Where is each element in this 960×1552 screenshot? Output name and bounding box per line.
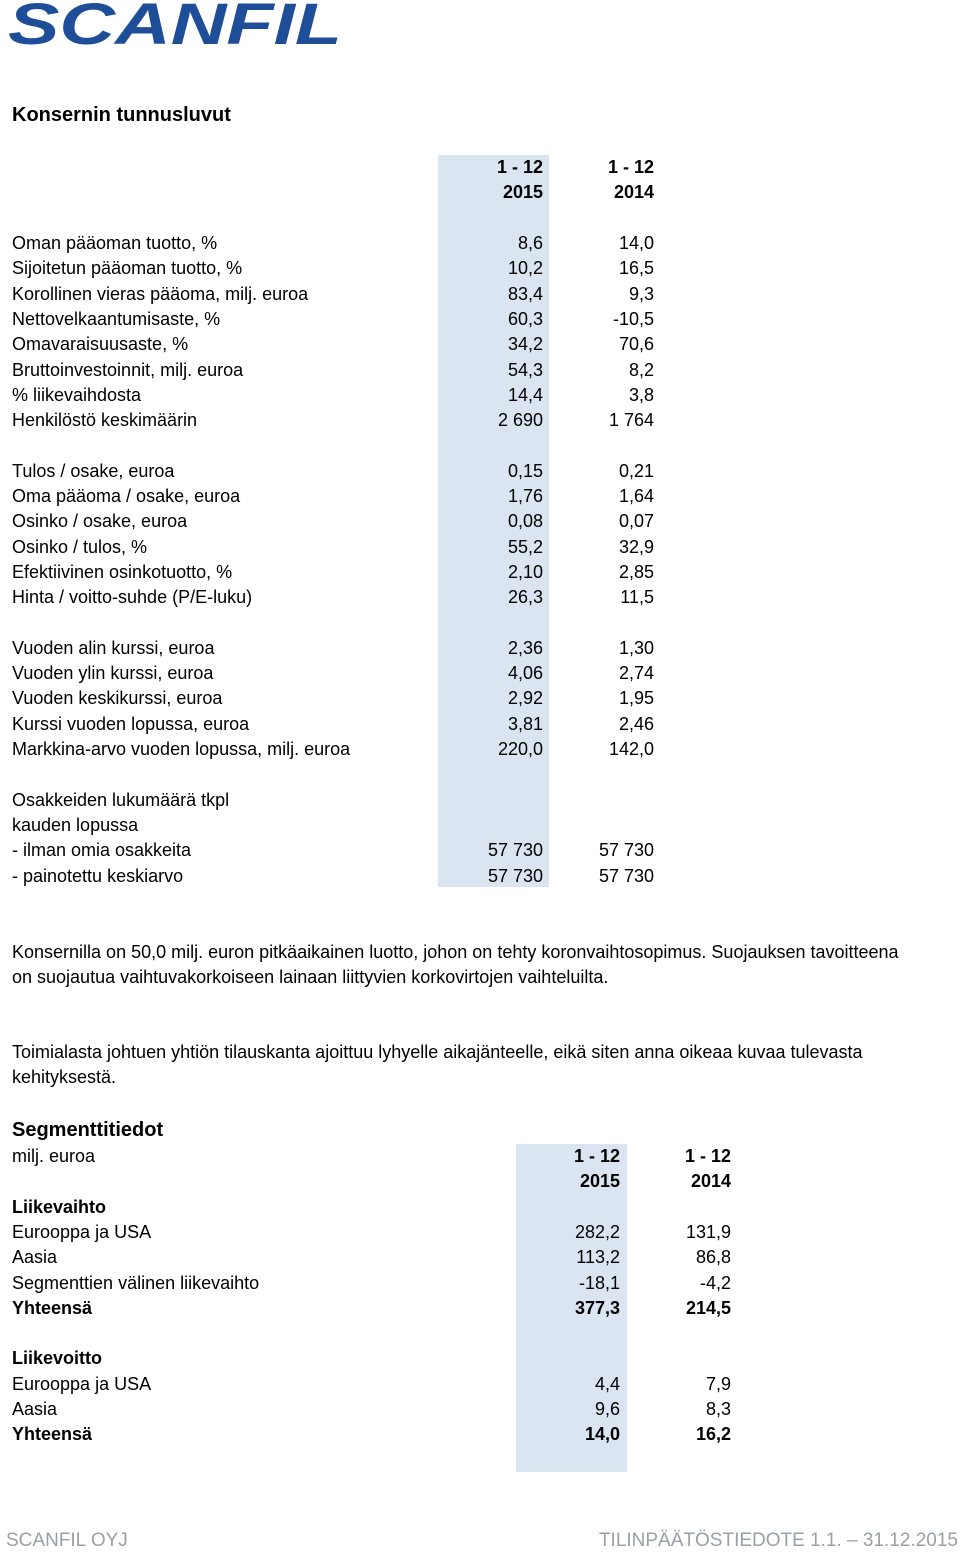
- header-period-2015: 1 - 12: [496, 157, 543, 177]
- value-2014: 1 764: [608, 410, 654, 430]
- row-label: Vuoden alin kurssi, euroa: [12, 638, 215, 658]
- footer-document-title: TILINPÄÄTÖSTIEDOTE 1.1. – 31.12.2015: [598, 1530, 958, 1551]
- value-2014: 2,74: [618, 663, 654, 683]
- segment-header-period-2015: 1 - 12: [573, 1146, 620, 1166]
- row-label: Hinta / voitto-suhde (P/E-luku): [12, 587, 253, 607]
- value-2015: 55,2: [507, 537, 543, 557]
- value-2015: 0,08: [507, 511, 543, 531]
- value-2014: 1,95: [618, 688, 654, 708]
- value-2015: 83,4: [507, 284, 543, 304]
- row-label: Oma pääoma / osake, euroa: [12, 486, 241, 506]
- value-2014: 9,3: [628, 284, 654, 304]
- value-2014: 57 730: [598, 840, 654, 860]
- row-label: Henkilöstö keskimäärin: [12, 410, 198, 430]
- value-2014: 0,07: [618, 511, 654, 531]
- row-label: Kurssi vuoden lopussa, euroa: [12, 714, 250, 734]
- value-2015: 0,15: [507, 461, 543, 481]
- row-label: Bruttoinvestoinnit, milj. euroa: [12, 360, 244, 380]
- value-2015: 54,3: [507, 360, 543, 380]
- row-label: Tulos / osake, euroa: [12, 461, 175, 481]
- value-2014: 1,30: [618, 638, 654, 658]
- paragraph-order-book: Toimialasta johtuen yhtiön tilauskanta ajoittuu lyhyelle aikajänteelle, eikä siten anna oikeaa kuvaa tulevasta kehityksestä.: [12, 1042, 863, 1087]
- value-2015: 2,92: [507, 688, 543, 708]
- section-title-key-figures: Konsernin tunnusluvut: [12, 104, 231, 126]
- value-2014: 1,64: [618, 486, 654, 506]
- value-2015: 4,06: [507, 663, 543, 683]
- value-2014: 142,0: [608, 739, 654, 759]
- header-year-2014: 2014: [613, 182, 654, 202]
- value-2015: 10,2: [507, 258, 543, 278]
- row-label: % liikevaihdosta: [12, 385, 142, 405]
- row-label: Efektiivinen osinkotuotto, %: [12, 562, 233, 582]
- value-2014: 2,85: [618, 562, 654, 582]
- value-2014: 8,2: [628, 360, 654, 380]
- row-label: Osinko / osake, euroa: [12, 511, 188, 531]
- header-period-2014: 1 - 12: [607, 157, 654, 177]
- value-2014: 3,8: [628, 385, 654, 405]
- value-2015: 14,4: [507, 385, 543, 405]
- paragraph-loan: Konsernilla on 50,0 milj. euron pitkäaikainen luotto, johon on tehty koronvaihtosopimus. Suojauksen tavoitteena on suojautua vaihtuvakorkoiseen lainaan liittyvien korkovirtojen vaihteluilta.: [12, 942, 899, 987]
- row-label: Vuoden ylin kurssi, euroa: [12, 663, 214, 683]
- value-2014: 32,9: [618, 537, 654, 557]
- value-2015: 1,76: [507, 486, 543, 506]
- value-2015: 220,0: [497, 739, 543, 759]
- section-title-segments: Segmenttitiedot: [12, 1119, 164, 1141]
- value-2014: -10,5: [612, 309, 654, 329]
- header-year-2015: 2015: [502, 182, 543, 202]
- segment-header-period-2014: 1 - 12: [684, 1146, 731, 1166]
- value-2014: 11,5: [620, 587, 654, 607]
- row-label: Nettovelkaantumisaste, %: [12, 309, 221, 329]
- segment-header-year-2015: 2015: [579, 1171, 620, 1191]
- value-2015: 8,6: [517, 233, 543, 253]
- value-2015: 57 730: [487, 866, 543, 886]
- value-2015: 2,36: [507, 638, 543, 658]
- row-label: - painotettu keskiarvo: [12, 866, 184, 886]
- row-label: kauden lopussa: [12, 815, 139, 835]
- row-label: - ilman omia osakkeita: [12, 840, 192, 860]
- segment-unit: milj. euroa: [12, 1146, 96, 1166]
- value-2014: 57 730: [598, 866, 654, 886]
- value-2015: 3,81: [507, 714, 543, 734]
- value-2014: 70,6: [618, 334, 654, 354]
- row-label: Markkina-arvo vuoden lopussa, milj. euroa: [12, 739, 351, 759]
- footer-company: SCANFIL OYJ: [6, 1530, 128, 1551]
- value-2014: 16,5: [618, 258, 654, 278]
- value-2014: 2,46: [618, 714, 654, 734]
- segment-header-year-2014: 2014: [690, 1171, 731, 1191]
- scanfil-logo: [8, 0, 344, 48]
- row-label: Vuoden keskikurssi, euroa: [12, 688, 223, 708]
- value-2015: 34,2: [507, 334, 543, 354]
- svg-text:SCANFIL: SCANFIL: [8, 0, 342, 48]
- value-2015: 2 690: [497, 410, 543, 430]
- row-label: Osakkeiden lukumäärä tkpl: [12, 790, 230, 810]
- row-label: Osinko / tulos, %: [12, 537, 148, 557]
- value-2015: 26,3: [507, 587, 543, 607]
- value-2015: 2,10: [507, 562, 543, 582]
- value-2015: 60,3: [507, 309, 543, 329]
- row-label: Oman pääoman tuotto, %: [12, 233, 218, 253]
- row-label: Korollinen vieras pääoma, milj. euroa: [12, 284, 309, 304]
- row-label: Sijoitetun pääoman tuotto, %: [12, 258, 243, 278]
- value-2015: 57 730: [487, 840, 543, 860]
- row-label: Omavaraisuusaste, %: [12, 334, 189, 354]
- value-2014: 0,21: [618, 461, 654, 481]
- value-2014: 14,0: [618, 233, 654, 253]
